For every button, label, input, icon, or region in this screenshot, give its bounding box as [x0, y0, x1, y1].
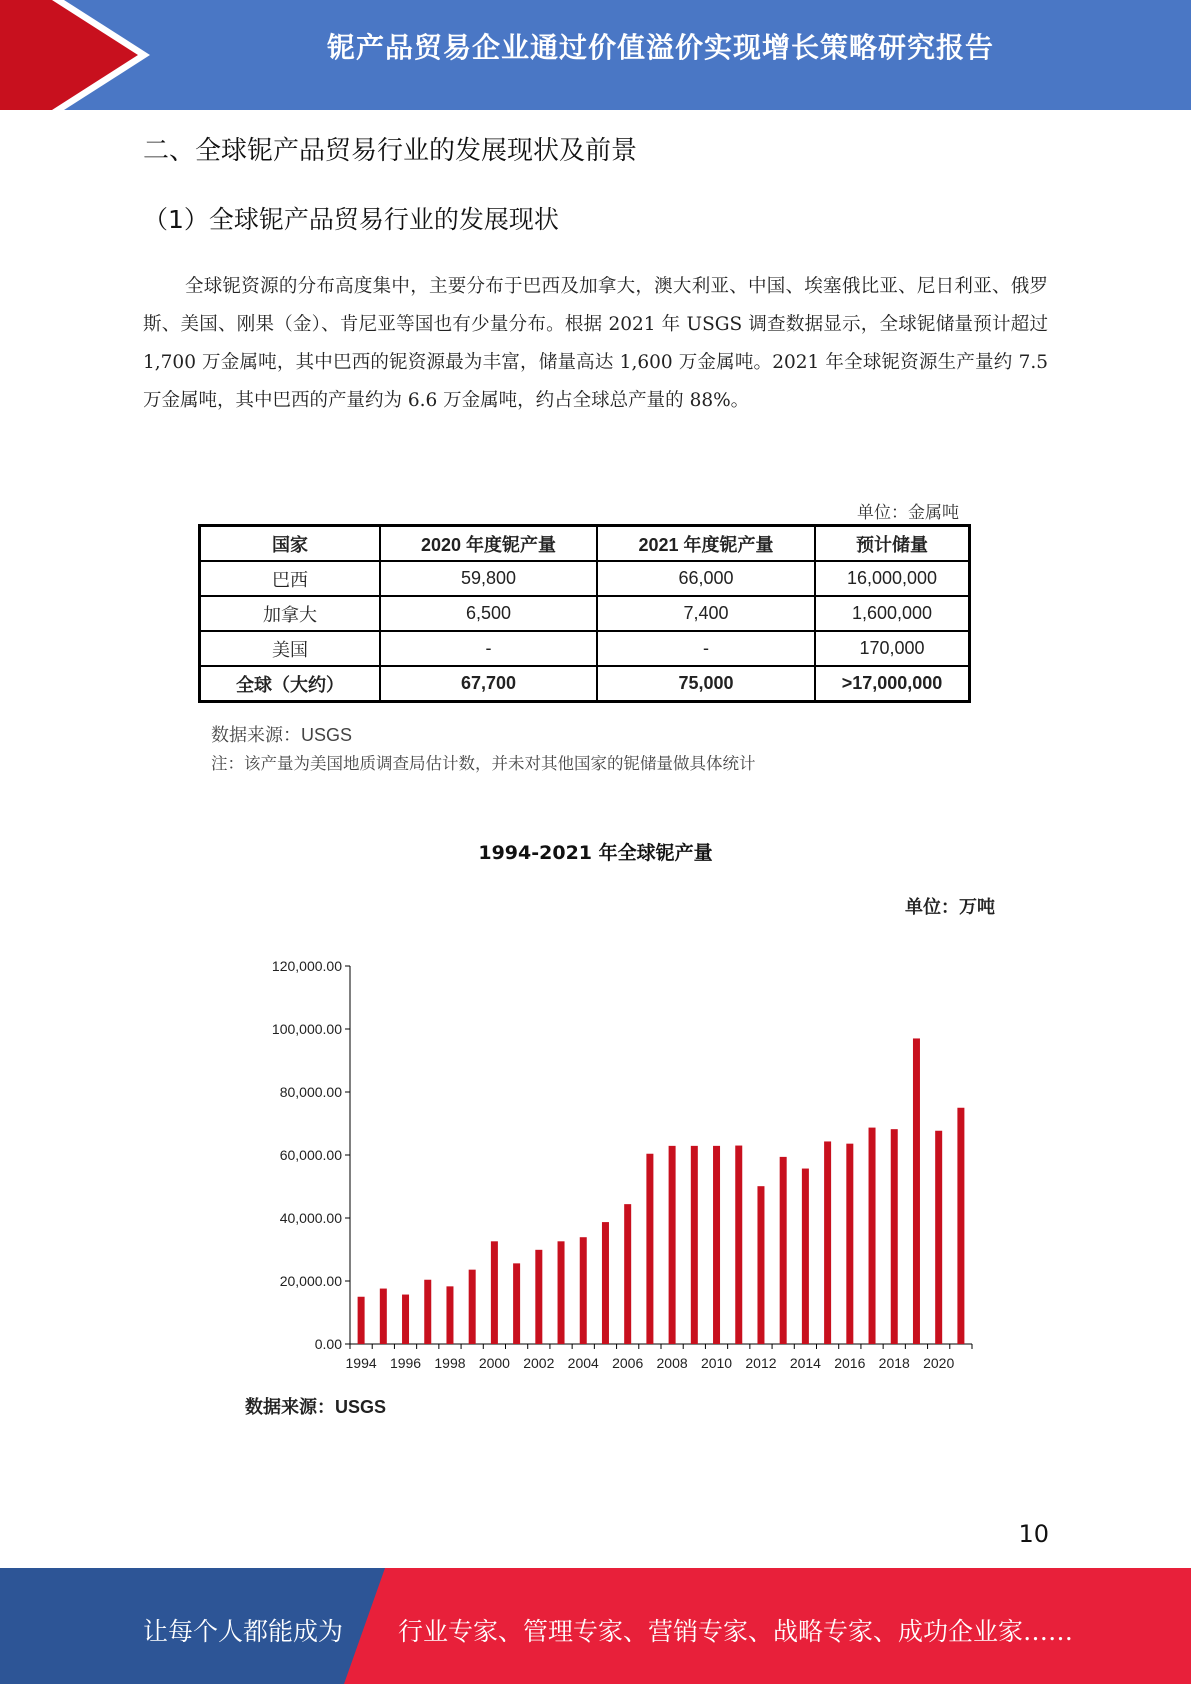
bar-1996 — [402, 1295, 409, 1344]
bar-2016 — [846, 1144, 853, 1344]
chart-source: 数据来源：USGS — [245, 1397, 387, 1417]
bar-2013 — [780, 1157, 787, 1344]
bar-1999 — [469, 1270, 476, 1344]
table-cell: 16,000,000 — [815, 561, 970, 596]
x-tick-label: 2018 — [878, 1355, 910, 1371]
bar-2005 — [602, 1222, 609, 1344]
table-cell: 66,000 — [597, 561, 815, 596]
header-cell-country: 国家 — [200, 526, 381, 562]
chart-title: 1994-2021 年全球铌产量 — [478, 842, 713, 864]
table-cell: - — [597, 631, 815, 666]
bar-2011 — [735, 1146, 742, 1344]
x-tick-label: 2008 — [656, 1355, 688, 1371]
bar-2003 — [558, 1241, 565, 1344]
x-tick-label: 2006 — [612, 1355, 644, 1371]
table-cell: 全球（大约） — [200, 666, 381, 702]
bar-1994 — [358, 1297, 365, 1344]
production-table — [198, 524, 971, 703]
y-tick-label: 80,000.00 — [279, 1084, 342, 1100]
chart-unit-label: 单位：万吨 — [905, 897, 995, 918]
bar-1995 — [380, 1289, 387, 1344]
x-tick-label: 1994 — [345, 1355, 377, 1371]
bar-2017 — [869, 1128, 876, 1344]
header-cell-reserves: 预计储量 — [815, 526, 970, 562]
table-cell: 美国 — [200, 631, 381, 666]
table-cell: 7,400 — [597, 596, 815, 631]
y-tick-label: 20,000.00 — [279, 1273, 342, 1289]
x-tick-label: 2002 — [523, 1355, 555, 1371]
table-row — [200, 561, 970, 596]
table-cell: 170,000 — [815, 631, 970, 666]
header-cell-2021: 2021 年度铌产量 — [597, 526, 815, 562]
bar-2002 — [535, 1250, 542, 1344]
bar-1998 — [446, 1286, 453, 1344]
table-row — [200, 596, 970, 631]
page-number: 10 — [1018, 1520, 1049, 1548]
y-tick-label: 0.00 — [314, 1336, 342, 1352]
bar-2009 — [691, 1146, 698, 1344]
page-footer — [0, 1568, 1191, 1684]
x-tick-label: 2000 — [478, 1355, 510, 1371]
niobium-production-chart — [240, 950, 980, 1380]
bar-2021 — [957, 1108, 964, 1344]
table-note: 注：该产量为美国地质调查局估计数，并未对其他国家的铌储量做具体统计 — [211, 754, 756, 773]
bar-2007 — [646, 1154, 653, 1344]
table-cell: 67,700 — [380, 666, 597, 702]
table-row — [200, 631, 970, 666]
table-cell: 巴西 — [200, 561, 381, 596]
body-paragraph: 全球铌资源的分布高度集中，主要分布于巴西及加拿大，澳大利亚、中国、埃塞俄比亚、尼日利亚、俄罗斯、美国、刚果（金）、肯尼亚等国也有少量分布。根据 2021 年 USGS 调查数据显示，全球铌储量预计超过 1,700 万金属吨，其中巴西的铌资源最为丰富，储量高达 1,600 万金属吨。2021 年全球铌资源生产量约 7.5 万金属吨，其中巴西的产量约为 6.6 万金属吨，约占全球总产量的 88%。 — [143, 276, 1048, 411]
y-tick-label: 40,000.00 — [279, 1210, 342, 1226]
header-cell-2020: 2020 年度铌产量 — [380, 526, 597, 562]
x-tick-label: 2014 — [789, 1355, 821, 1371]
table-cell: >17,000,000 — [815, 666, 970, 702]
footer-slogan-left: 让每个人都能成为 — [143, 1617, 344, 1646]
bar-2001 — [513, 1263, 520, 1344]
table-cell: 加拿大 — [200, 596, 381, 631]
x-tick-label: 2016 — [834, 1355, 866, 1371]
chevron-arrow-icon — [0, 0, 160, 110]
bar-2014 — [802, 1169, 809, 1344]
y-tick-label: 100,000.00 — [271, 1021, 342, 1037]
footer-slogan-right: 行业专家、管理专家、营销专家、战略专家、成功企业家…… — [398, 1617, 1074, 1646]
x-tick-label: 1996 — [389, 1355, 422, 1371]
bar-2015 — [824, 1141, 831, 1344]
table-cell: 6,500 — [380, 596, 597, 631]
report-title: 铌产品贸易企业通过价值溢价实现增长策略研究报告 — [326, 31, 994, 64]
bar-2004 — [580, 1237, 587, 1344]
x-tick-label: 2010 — [700, 1355, 733, 1371]
table-source: 数据来源：USGS — [211, 725, 353, 745]
x-tick-label: 1998 — [434, 1355, 466, 1371]
x-tick-label: 2004 — [567, 1355, 599, 1371]
bar-2019 — [913, 1038, 920, 1344]
subsection-title: （1）全球铌产品贸易行业的发展现状 — [143, 205, 559, 234]
table-cell: 75,000 — [597, 666, 815, 702]
table-cell: 1,600,000 — [815, 596, 970, 631]
bar-2012 — [757, 1186, 764, 1344]
table-header-row — [200, 526, 970, 562]
bar-2018 — [891, 1129, 898, 1344]
bar-2000 — [491, 1241, 498, 1344]
x-tick-label: 2020 — [923, 1355, 955, 1371]
y-tick-label: 60,000.00 — [279, 1147, 342, 1163]
table-cell: 59,800 — [380, 561, 597, 596]
section-title: 二、全球铌产品贸易行业的发展现状及前景 — [143, 136, 638, 166]
bar-2020 — [935, 1131, 942, 1344]
y-tick-label: 120,000.00 — [271, 958, 342, 974]
table-unit-label: 单位：金属吨 — [857, 503, 959, 523]
bar-2006 — [624, 1204, 631, 1344]
page-header — [0, 0, 1191, 110]
x-tick-label: 2012 — [745, 1355, 777, 1371]
bar-2008 — [669, 1146, 676, 1344]
table-total-row — [200, 666, 970, 702]
table-cell: - — [380, 631, 597, 666]
bar-2010 — [713, 1146, 720, 1344]
bar-1997 — [424, 1280, 431, 1344]
